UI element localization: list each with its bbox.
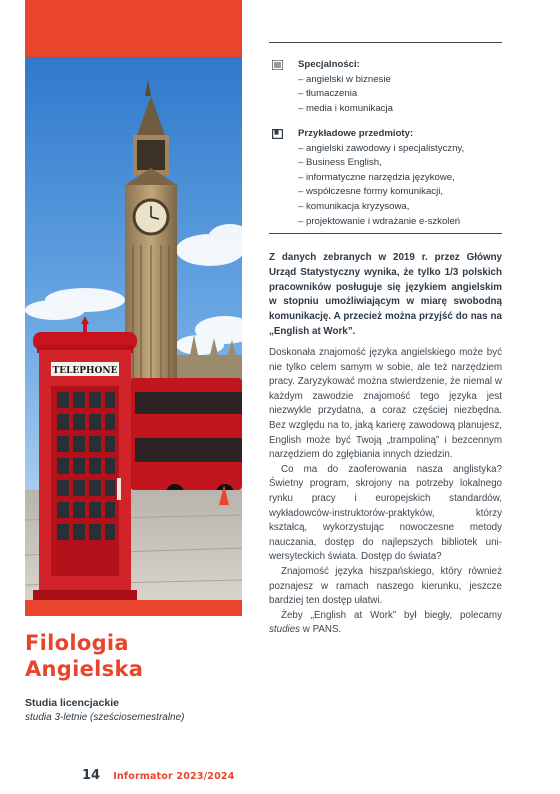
body-paragraph-1: Doskonała znajomość języka angielskiego może być nie tylko celem samym w sobie, ale też narzędziem pracy. Zaryzykować można stwierdzenie, że niemal w każdym zawodzie znajomość tego języka jest niezwykle przydatna, a coraz częściej niezbędna. Bez względu na to, jaką karierę zawodową planujesz, English może być Twoją „trampoliną” i bezcennym narzędziem do zgłębiania innych dziedzin. <box>269 347 502 461</box>
list-item: – angielski w biznesie <box>298 73 391 85</box>
telephone-box <box>33 316 137 600</box>
study-type: Studia licencjackie <box>25 697 119 709</box>
list-item: – współczesne formy komunikacji, <box>298 186 444 198</box>
specializations-list <box>298 73 502 117</box>
list-item: – tłumaczenia <box>298 88 358 100</box>
top-accent-band <box>25 0 242 57</box>
list-item: – projektowanie i wdrażanie e-szkoleń <box>298 215 461 227</box>
cover-photo <box>25 0 242 616</box>
body-paragraph-4-lead: Żeby „English at Work” był biegły, polecamy <box>281 609 502 621</box>
body-paragraph-2: Co ma do zaoferowania nasza anglistyka? Świetny program, skrojony na potrzeby lokalnego rynku pracy i europejskich standardów, wykładowców-instruktorów-praktyków, którzy kształcą, wykorzystując nowoczesne metody nauczania, dostęp do najlepszych bibliotek uniwersyteckich świata. Dostęp do świata? <box>269 463 502 563</box>
program-title <box>25 630 143 682</box>
list-item: – media i komunikacja <box>298 102 393 114</box>
lead-paragraph: Z danych zebranych w 2019 r. przez Główny Urząd Statystyczny wynika, że tylko 1/3 polskich pracowników posługuje się językiem angielskim w stopniu umożliwiającym w miarę swobodną komunikację. A przecież można przyjść do nas na „English at Work”. <box>269 252 502 337</box>
page-footer <box>82 764 235 783</box>
list-item: – angielski zawodowy i specjalistyczny, <box>298 142 465 154</box>
list-icon <box>272 60 283 70</box>
divider-middle <box>269 233 502 234</box>
body-text <box>269 346 502 638</box>
body-paragraph-4-tail: w PANS. <box>300 624 342 636</box>
subjects-list <box>298 142 502 230</box>
body-paragraph-4-em: studies <box>269 624 301 636</box>
list-item: – Business English, <box>298 157 382 169</box>
body-paragraph-3: Znajomość języka hiszpańskiego, który również poznajesz w ramach naszego kierunku, jeszcze bardziej ten dostęp ułatwi. <box>269 565 502 607</box>
program-title-line2: Angielska <box>25 657 144 681</box>
page-number: 14 <box>82 768 101 783</box>
program-title-line1: Filologia <box>25 631 129 655</box>
telephone-sign: TELEPHONE <box>52 366 118 376</box>
study-duration: studia 3-letnie (sześciosemestralne) <box>25 712 185 723</box>
bottom-accent-band <box>25 600 242 616</box>
divider-top <box>269 42 502 43</box>
book-icon <box>272 129 283 139</box>
red-bus <box>130 378 242 502</box>
specializations-heading: Specjalności: <box>298 59 360 70</box>
body-paragraph-4 <box>269 609 502 638</box>
list-item: – komunikacja kryzysowa, <box>298 200 410 212</box>
publication-name: Informator 2023/2024 <box>113 771 235 782</box>
subjects-block <box>269 127 502 229</box>
specializations-block <box>269 58 502 116</box>
subjects-heading: Przykładowe przedmioty: <box>298 128 414 139</box>
list-item: – informatyczne narzędzia językowe, <box>298 171 455 183</box>
